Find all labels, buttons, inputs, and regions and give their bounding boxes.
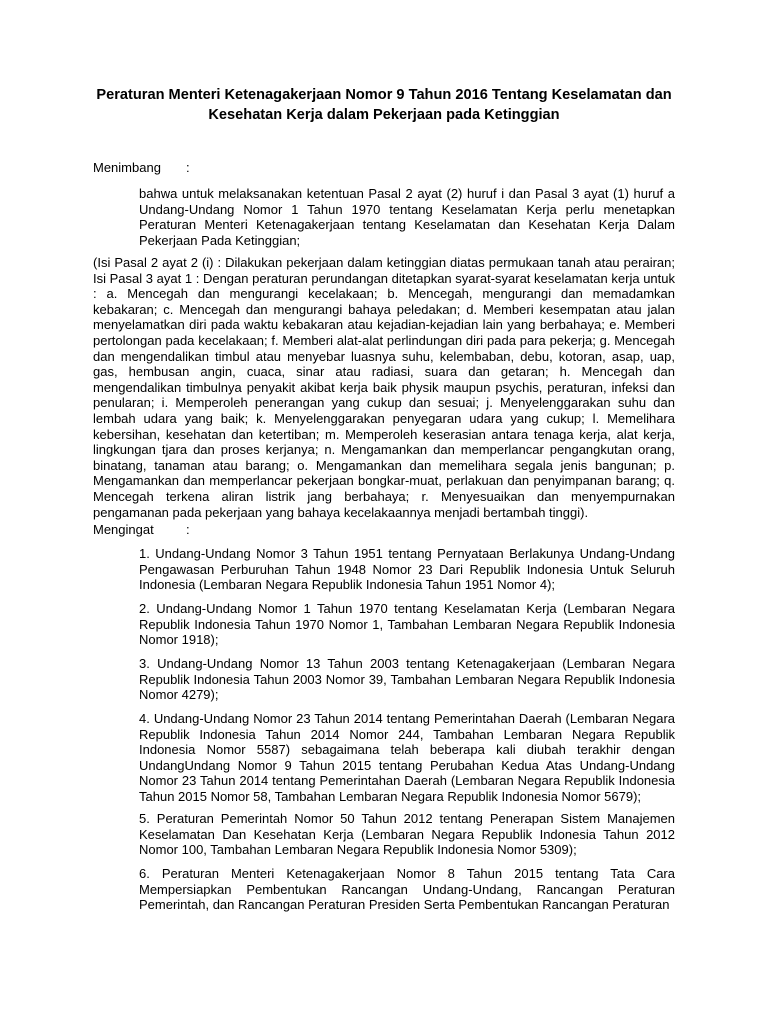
pasal-note: (Isi Pasal 2 ayat 2 (i) : Dilakukan pekerjaan dalam ketinggian diatas permukaan tanah atau perairan; Isi Pasal 3 ayat 1 : Dengan peraturan perundangan ditetapkan syarat-syarat keselamatan kerja untuk : a. Mencegah dan mengurangi kecelakaan; b. Mencegah, mengurangi dan memadamkan kebakaran; c. Mencegah dan mengurangi bahaya peledakan; d. Memberi kesempatan atau jalan menyelamatkan diri pada waktu kebakaran atau kejadian-kejadian lain yang berbahaya; e. Memberi pertolongan pada kecelakaan; f. Memberi alat-alat perlindungan diri pada para pekerja; g. Mencegah dan mengendalikan timbul atau menyebar luasnya suhu, kelembaban, debu, kotoran, asap, uap, gas, hembusan angin, cuaca, sinar atau radiasi, suara dan getaran; h. Mencegah dan mengendalikan timbulnya penyakit akibat kerja baik physik maupun psychis, peraturan, infeksi dan penularan; i. Memperoleh penerangan yang cukup dan sesuai; j. Menyelenggarakan suhu dan lembah udara yang baik; k. Menyelenggarakan penyegaran udara yang cukup; l. Memelihara kebersihan, kesehatan dan ketertiban; m. Memperoleh keserasian antara tenaga kerja, alat kerja, lingkungan tjara dan proses kerjanya; n. Mengamankan dan memperlancar pengangkutan orang, binatang, tanaman atau barang; o. Mengamankan dan memelihara segala jenis bangunan; p. Mengamankan dan memperlancar pekerjaan bongkar-muat, perlakuan dan penyimpanan barang; q. Mencegah terkena aliran listrik jang berbahaya; r. Menyesuaikan dan menyempurnakan pengamanan pada pekerjaan yang bahaya kecelakaannya menjadi bertambah tinggi). [93,255,675,520]
mengingat-item-2: 2. Undang-Undang Nomor 1 Tahun 1970 tentang Keselamatan Kerja (Lembaran Negara Republik Indonesia Tahun 1970 Nomor 1, Tambahan Lembaran Negara Republik Indonesia Nomor 1918); [139,601,675,648]
mengingat-item-4: 4. Undang-Undang Nomor 23 Tahun 2014 tentang Pemerintahan Daerah (Lembaran Negara Republik Indonesia Tahun 2014 Nomor 244, Tambahan Lembaran Negara Republik Indonesia Nomor 5587) sebagaimana telah beberapa kali diubah terakhir dengan UndangUndang Nomor 9 Tahun 2015 tentang Perubahan Kedua Atas Undang-Undang Nomor 23 Tahun 2014 tentang Pemerintahan Daerah (Lembaran Negara Republik Indonesia Tahun 2015 Nomor 58, Tambahan Lembaran Negara Republik Indonesia Nomor 5679); [139,711,675,804]
menimbang-text: bahwa untuk melaksanakan ketentuan Pasal 2 ayat (2) huruf i dan Pasal 3 ayat (1) huruf a Undang-Undang Nomor 1 Tahun 1970 tentang Keselamatan Kerja perlu menetapkan Peraturan Menteri Ketenagakerjaan tentang Keselamatan dan Kesehatan Kerja Dalam Pekerjaan Pada Ketinggian; [139,186,675,248]
mengingat-colon: : [186,522,190,537]
mengingat-item-6: 6. Peraturan Menteri Ketenagakerjaan Nomor 8 Tahun 2015 tentang Tata Cara Mempersiapkan Pembentukan Rancangan Undang-Undang, Rancangan Peraturan Pemerintah, dan Rancangan Peraturan Presiden Serta Pembentukan Rancangan Peraturan [139,866,675,913]
mengingat-item-1: 1. Undang-Undang Nomor 3 Tahun 1951 tentang Pernyataan Berlakunya Undang-Undang Pengawasan Perburuhan Tahun 1948 Nomor 23 Dari Republik Indonesia Untuk Seluruh Indonesia (Lembaran Negara Republik Indonesia Tahun 1951 Nomor 4); [139,546,675,593]
menimbang-colon: : [186,160,190,175]
mengingat-item-3: 3. Undang-Undang Nomor 13 Tahun 2003 tentang Ketenagakerjaan (Lembaran Negara Republik Indonesia Tahun 2003 Nomor 39, Tambahan Lembaran Negara Republik Indonesia Nomor 4279); [139,656,675,703]
menimbang-label: Menimbang [93,160,161,175]
mengingat-label: Mengingat [93,522,154,537]
document-title: Peraturan Menteri Ketenagakerjaan Nomor 9 Tahun 2016 Tentang Keselamatan dan Kesehatan Kerja dalam Pekerjaan pada Ketinggian [96,87,672,123]
mengingat-item-5: 5. Peraturan Pemerintah Nomor 50 Tahun 2012 tentang Penerapan Sistem Manajemen Keselamatan Dan Kesehatan Kerja (Lembaran Negara Republik Indonesia Tahun 2012 Nomor 100, Tambahan Lembaran Negara Republik Indonesia Nomor 5309); [139,811,675,858]
